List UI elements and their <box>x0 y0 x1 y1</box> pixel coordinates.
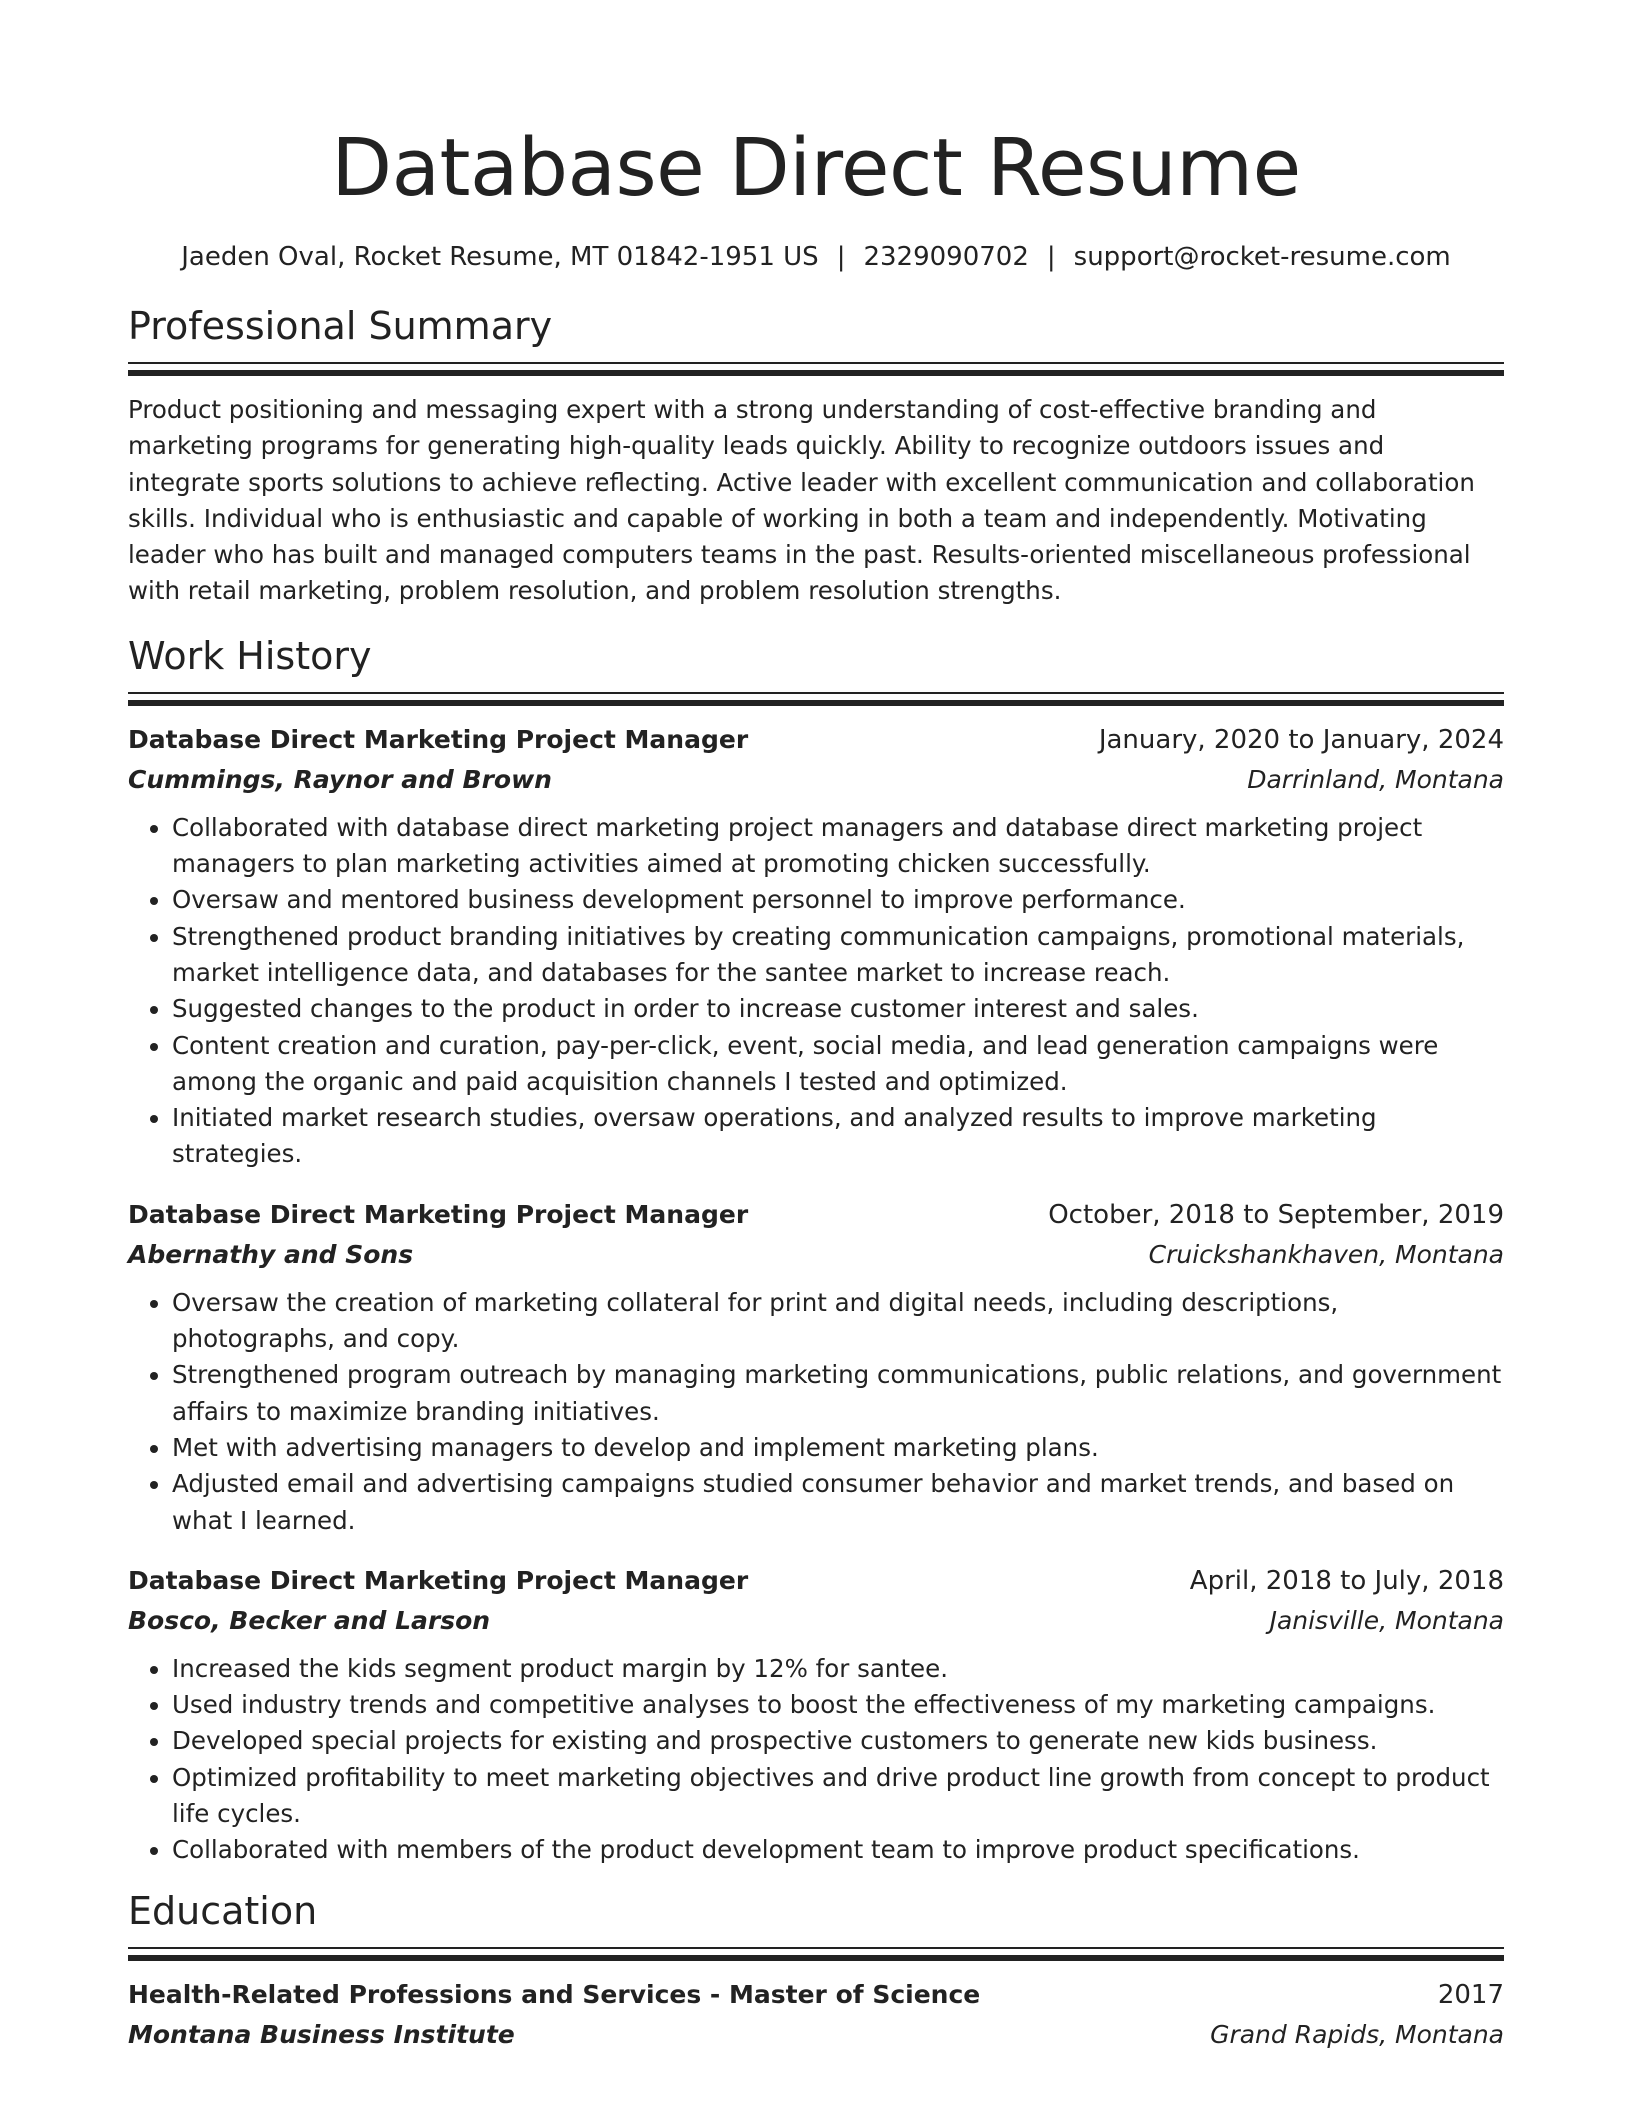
section-divider <box>128 1947 1504 1959</box>
job-dates: October, 2018 to September, 2019 <box>1048 1199 1504 1230</box>
education-location: Grand Rapids, Montana <box>1210 2019 1504 2049</box>
job-title-row <box>128 720 1504 760</box>
resume-title: Database Direct Resume <box>331 122 1301 214</box>
contact-phone: 2329090702 <box>863 242 1029 272</box>
job-company-row <box>128 1601 1504 1641</box>
job-location: Janisville, Montana <box>1269 1605 1504 1635</box>
education-degree-row <box>128 1975 1504 2015</box>
summary-text: Product positioning and messaging expert with a strong understanding of cost-effective branding and marketing programs for generating high-quality leads quickly. Ability to recognize outdoors issues and integrate sports solutions to achieve reflecting. Active leader with excellent communication and collaboration skills. Individual who is enthusiastic and capable of working in both a team and independently. Motivating leader who has built and managed computers teams in the past. Results-oriented miscellaneous professional with retail marketing, problem resolution, and problem resolution strengths. <box>128 395 1475 606</box>
section-divider <box>128 692 1504 704</box>
job-bullet: • Strengthened program outreach by managing marketing communications, public relations, and government affairs to maximize branding initiatives. <box>172 1357 1504 1430</box>
job-company: Bosco, Becker and Larson <box>128 1605 491 1635</box>
job-bullet: • Met with advertising managers to develop and implement marketing plans. <box>172 1430 1504 1466</box>
job-title: Database Direct Marketing Project Manager <box>128 1565 749 1595</box>
job-entry <box>128 720 1504 1173</box>
job-title: Database Direct Marketing Project Manager <box>128 724 749 754</box>
job-bullet: • Strengthened product branding initiatives by creating communication campaigns, promotional materials, market intelligence data, and databases for the santee market to increase reach. <box>172 919 1504 992</box>
job-bullet: • Suggested changes to the product in order to increase customer interest and sales. <box>172 991 1504 1027</box>
job-company-row <box>128 1235 1504 1275</box>
job-location: Cruickshankhaven, Montana <box>1148 1239 1504 1269</box>
job-title-row <box>128 1195 1504 1235</box>
summary-section <box>128 302 1504 610</box>
contact-address: Jaeden Oval, Rocket Resume, MT 01842-1951 US <box>181 242 819 272</box>
job-bullet: • Collaborated with database direct marketing project managers and database direct marketing project managers to plan marketing activities aimed at promoting chicken successfully. <box>172 810 1504 883</box>
contact-separator: | <box>1046 242 1056 272</box>
work-history-heading: Work History <box>128 633 372 678</box>
education-school: Montana Business Institute <box>128 2019 515 2049</box>
job-title-row <box>128 1561 1504 1601</box>
job-location: Darrinland, Montana <box>1247 764 1504 794</box>
job-bullet: • Initiated market research studies, oversaw operations, and analyzed results to improve marketing strategies. <box>172 1100 1504 1173</box>
job-bullet: • Oversaw and mentored business development personnel to improve performance. <box>172 882 1504 918</box>
job-company: Cummings, Raynor and Brown <box>128 764 552 794</box>
education-section <box>128 1887 1504 2055</box>
job-bullet: • Increased the kids segment product margin by 12% for santee. <box>172 1651 1504 1687</box>
job-title: Database Direct Marketing Project Manager <box>128 1199 749 1229</box>
education-school-row <box>128 2015 1504 2055</box>
work-history-section <box>128 632 1504 1869</box>
job-dates: January, 2020 to January, 2024 <box>1098 724 1504 755</box>
education-degree: Health-Related Professions and Services - Master of Science <box>128 1979 981 2009</box>
job-bullet: • Adjusted email and advertising campaigns studied consumer behavior and market trends, and based on what I learned. <box>172 1466 1504 1539</box>
section-divider <box>128 362 1504 374</box>
job-bullet: • Content creation and curation, pay-per-click, event, social media, and lead generation campaigns were among the organic and paid acquisition channels I tested and optimized. <box>172 1028 1504 1101</box>
contact-line <box>128 240 1504 274</box>
education-year: 2017 <box>1437 1979 1504 2010</box>
education-heading: Education <box>128 1888 318 1933</box>
job-entry <box>128 1195 1504 1539</box>
job-dates: April, 2018 to July, 2018 <box>1189 1565 1504 1596</box>
contact-separator: | <box>836 242 846 272</box>
summary-heading: Professional Summary <box>128 304 553 348</box>
job-bullets <box>128 1285 1504 1539</box>
job-bullet: • Optimized profitability to meet marketing objectives and drive product line growth from concept to product life cycles. <box>172 1760 1504 1833</box>
job-company-row <box>128 760 1504 800</box>
job-entry <box>128 1561 1504 1869</box>
job-bullet: • Collaborated with members of the product development team to improve product specifications. <box>172 1832 1504 1868</box>
job-company: Abernathy and Sons <box>128 1239 414 1269</box>
job-bullet: • Used industry trends and competitive analyses to boost the effectiveness of my marketing campaigns. <box>172 1687 1504 1723</box>
contact-email: support@rocket-resume.com <box>1073 242 1451 272</box>
education-entry <box>128 1975 1504 2055</box>
job-bullet: • Oversaw the creation of marketing collateral for print and digital needs, including descriptions, photographs, and copy. <box>172 1285 1504 1358</box>
job-bullets <box>128 1651 1504 1869</box>
job-bullet: • Developed special projects for existing and prospective customers to generate new kids business. <box>172 1723 1504 1759</box>
job-bullets <box>128 810 1504 1173</box>
